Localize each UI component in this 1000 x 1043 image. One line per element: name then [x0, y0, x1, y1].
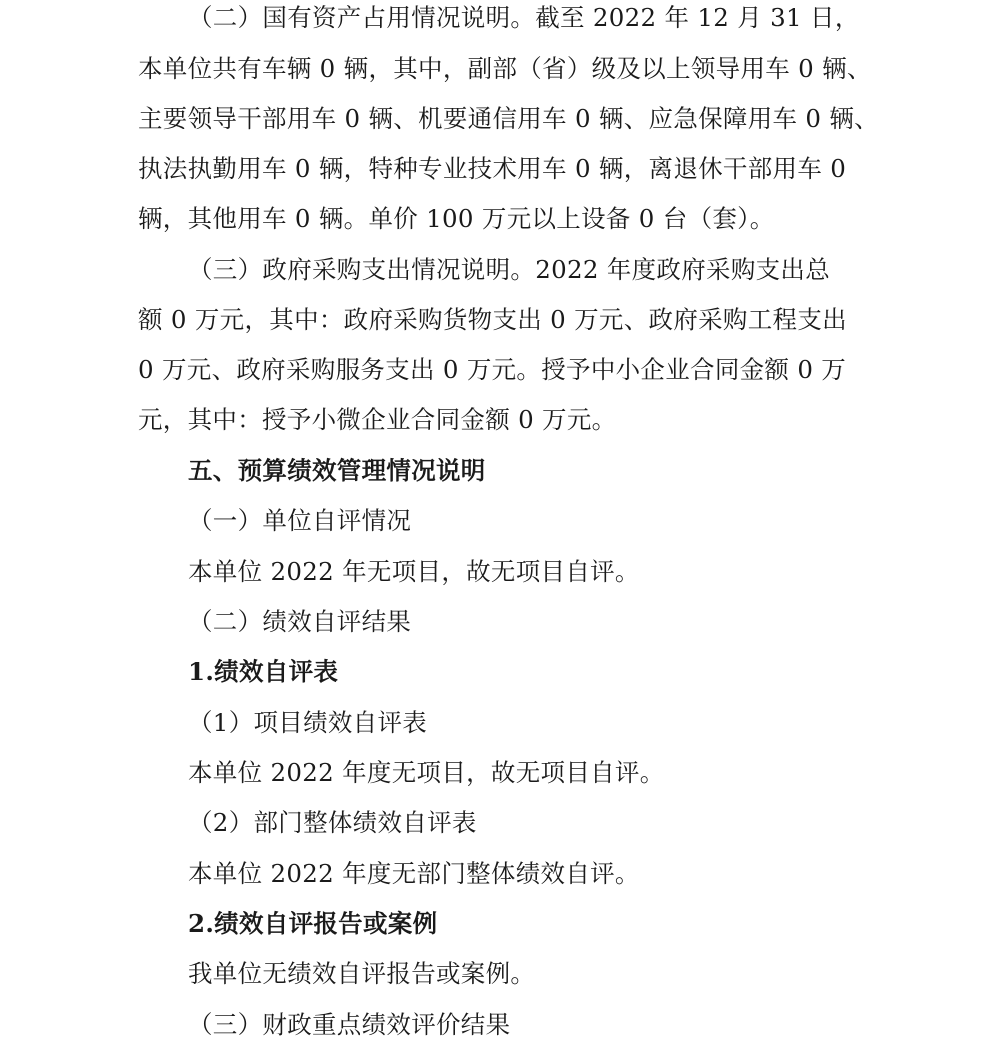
evaluation-report-text: 我单位无绩效自评报告或案例。	[188, 959, 536, 988]
procurement-line-4: 元，其中：授予小微企业合同金额 0 万元。	[138, 405, 617, 434]
self-evaluation-results-heading: （二）绩效自评结果	[188, 607, 412, 636]
self-evaluation-heading: （一）单位自评情况	[188, 506, 412, 535]
department-evaluation-text: 本单位 2022 年度无部门整体绩效自评。	[188, 859, 640, 888]
section-five-heading: 五、预算绩效管理情况说明	[188, 456, 486, 485]
project-evaluation-text: 本单位 2022 年度无项目，故无项目自评。	[188, 758, 665, 787]
project-evaluation-heading: （1）项目绩效自评表	[188, 708, 428, 737]
state-assets-line-1: （二）国有资产占用情况说明。截至 2022 年 12 月 31 日，	[188, 3, 860, 32]
key-performance-heading: （三）财政重点绩效评价结果	[188, 1010, 511, 1039]
state-assets-line-3: 主要领导干部用车 0 辆、机要通信用车 0 辆、应急保障用车 0 辆、	[138, 104, 879, 133]
self-evaluation-text: 本单位 2022 年无项目，故无项目自评。	[188, 557, 640, 586]
evaluation-table-heading: 1.绩效自评表	[188, 657, 339, 686]
procurement-line-2: 额 0 万元，其中：政府采购货物支出 0 万元、政府采购工程支出	[138, 305, 847, 334]
state-assets-line-5: 辆，其他用车 0 辆。单价 100 万元以上设备 0 台（套）。	[138, 204, 775, 233]
department-evaluation-heading: （2）部门整体绩效自评表	[188, 808, 477, 837]
evaluation-report-heading: 2.绩效自评报告或案例	[188, 909, 438, 938]
procurement-line-1: （三）政府采购支出情况说明。2022 年度政府采购支出总	[188, 255, 831, 284]
procurement-line-3: 0 万元、政府采购服务支出 0 万元。授予中小企业合同金额 0 万	[138, 355, 847, 384]
state-assets-line-4: 执法执勤用车 0 辆，特种专业技术用车 0 辆，离退休干部用车 0	[138, 154, 847, 183]
state-assets-line-2: 本单位共有车辆 0 辆，其中，副部（省）级及以上领导用车 0 辆、	[138, 54, 872, 83]
